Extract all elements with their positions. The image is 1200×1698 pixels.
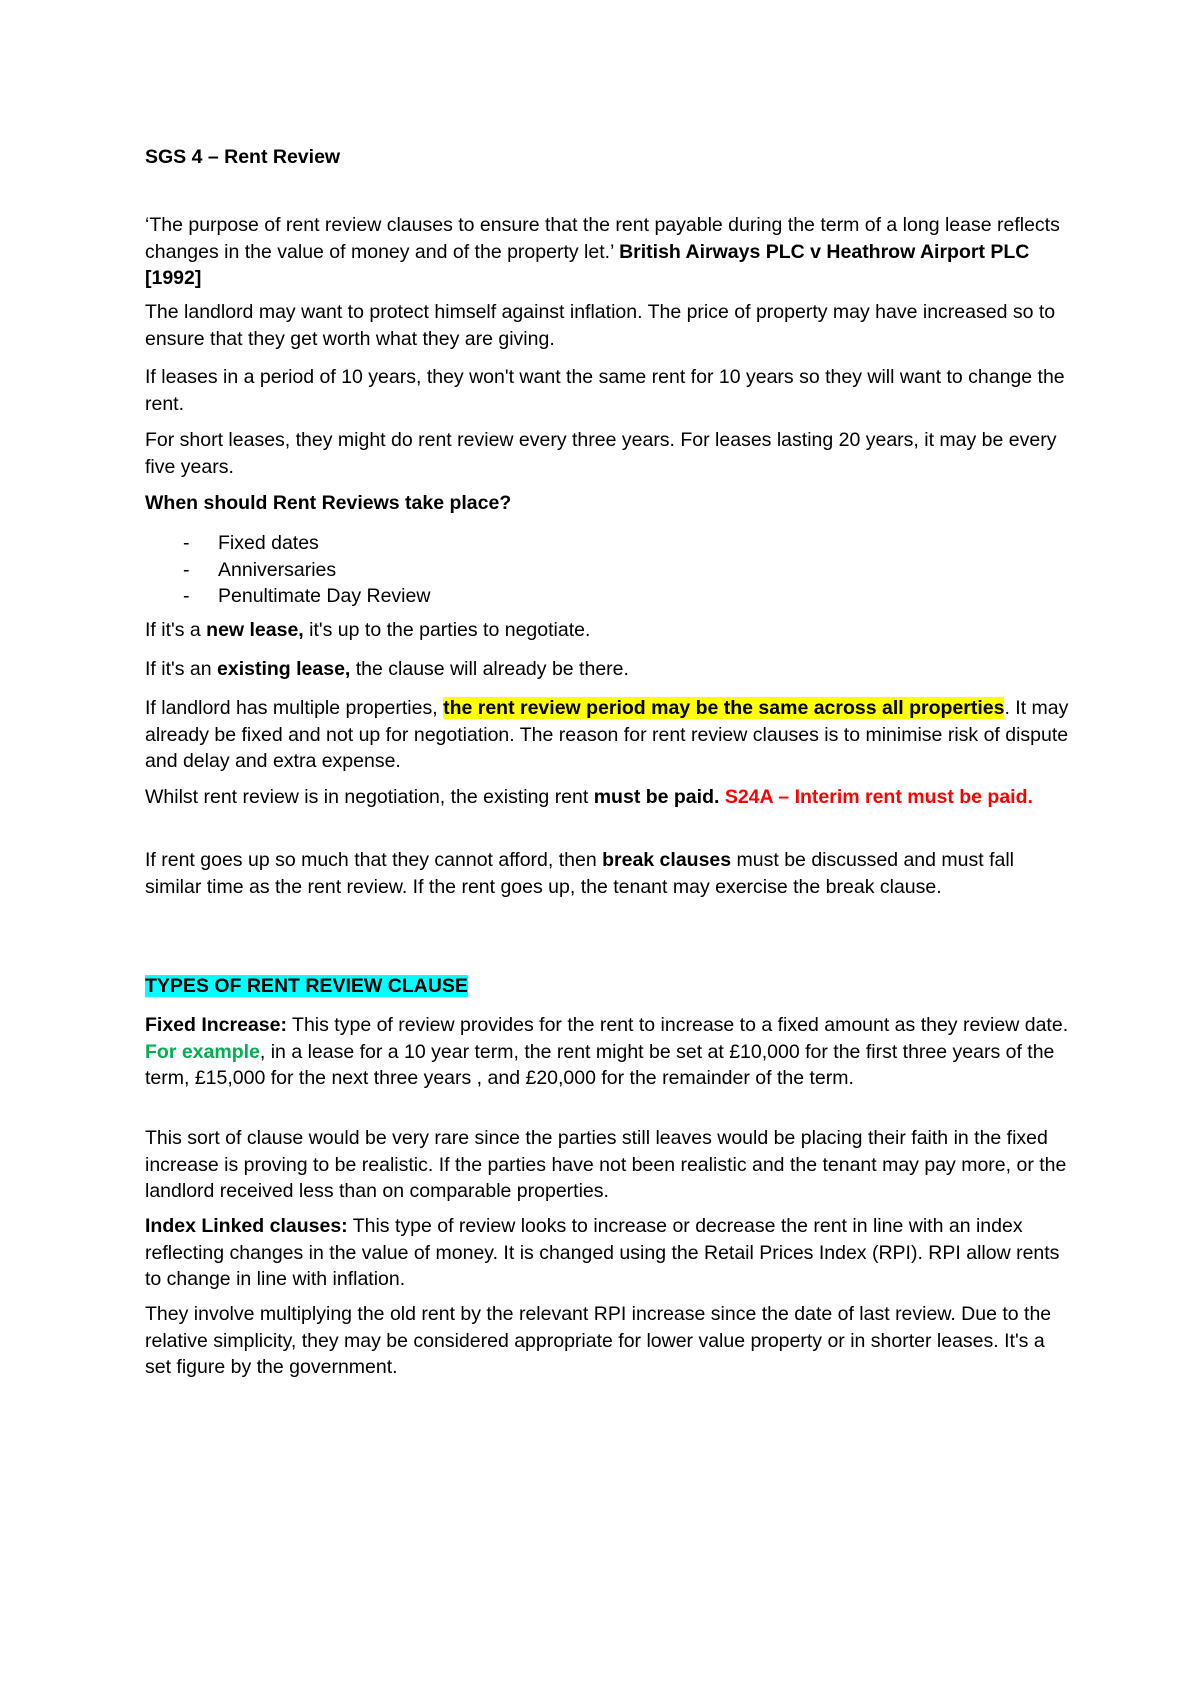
quote-text: ‘The purpose of rent review clauses to ensure that the rent payable during the term of a long lease reflects changes in the value of money and of the property let.’ (145, 214, 1060, 263)
list-marker: - (183, 532, 190, 554)
paragraph-rare-clause: This sort of clause would be very rare since the parties still leaves would be placing their faith in the fixed increase is proving to be realistic. If the parties have not been realistic and the tenant may pay more, or the landlord received less than on comparable properties. (145, 1127, 1067, 1202)
paragraph-fixed-increase: Fixed Increase: This type of review provides for the rent to increase to a fixed amount as they review date. For example, in a lease for a 10 year term, the rent might be set at £10,000 for the first three years of the term, £15,000 for the next three years , and £20,000 for the remainder of the term. (145, 1014, 1069, 1089)
highlighted-text: the rent review period may be the same across all properties (443, 697, 1005, 719)
paragraph-inflation: The landlord may want to protect himself against inflation. The price of property may have increased so to ensure that they get worth what they are giving. (145, 301, 1056, 350)
when-list (145, 530, 1075, 610)
example-label: For example (145, 1040, 260, 1063)
paragraph-existing-lease: If it's an existing lease, the clause will already be there. (145, 658, 629, 680)
list-marker: - (183, 558, 190, 581)
list-item: - Anniversaries (145, 557, 1075, 584)
paragraph-ten-years: If leases in a period of 10 years, they won't want the same rent for 10 years so they will want to change the rent. (145, 366, 1065, 415)
list-marker: - (183, 585, 190, 607)
paragraph-multiple-properties: If landlord has multiple properties, the rent review period may be the same across all properties. It may already be fixed and not up for negotiation. The reason for rent review clauses is to minimise risk of dispute and delay and extra expense. (145, 697, 1069, 772)
paragraph-index-linked: Index Linked clauses: This type of review looks to increase or decrease the rent in line with an index reflecting changes in the value of money. It is changed using the Retail Prices Index (RPI). RPI allow rents to change in line with inflation. (145, 1215, 1060, 1290)
paragraph-break-clauses: If rent goes up so much that they cannot afford, then break clauses must be discussed and must fall similar time as the rent review. If the rent goes up, the tenant may exercise the break clause. (145, 849, 1015, 898)
paragraph-short-leases: For short leases, they might do rent review every three years. For leases lasting 20 years, it may be every five years. (145, 429, 1057, 478)
list-item: - Penultimate Day Review (145, 583, 1075, 610)
when-heading: When should Rent Reviews take place? (145, 492, 512, 514)
list-item: - Fixed dates (145, 530, 1075, 557)
types-heading: TYPES OF RENT REVIEW CLAUSE (145, 975, 468, 997)
statute-note: S24A – Interim rent must be paid. (724, 786, 1033, 808)
quote-paragraph (145, 212, 1075, 292)
paragraph-new-lease: If it's a new lease, it's up to the parties to negotiate. (145, 619, 591, 641)
case-citation: British Airways PLC v Heathrow Airport PLC [1992] (145, 240, 1030, 289)
paragraph-negotiation: Whilst rent review is in negotiation, the existing rent must be paid. S24A – Interim rent must be paid. (145, 786, 1033, 808)
paragraph-rpi: They involve multiplying the old rent by the relevant RPI increase since the date of last review. Due to the relative simplicity, they may be considered appropriate for lower value property or in shorter leases. It's a set figure by the government. (145, 1303, 1052, 1378)
document-title: SGS 4 – Rent Review (145, 146, 341, 168)
